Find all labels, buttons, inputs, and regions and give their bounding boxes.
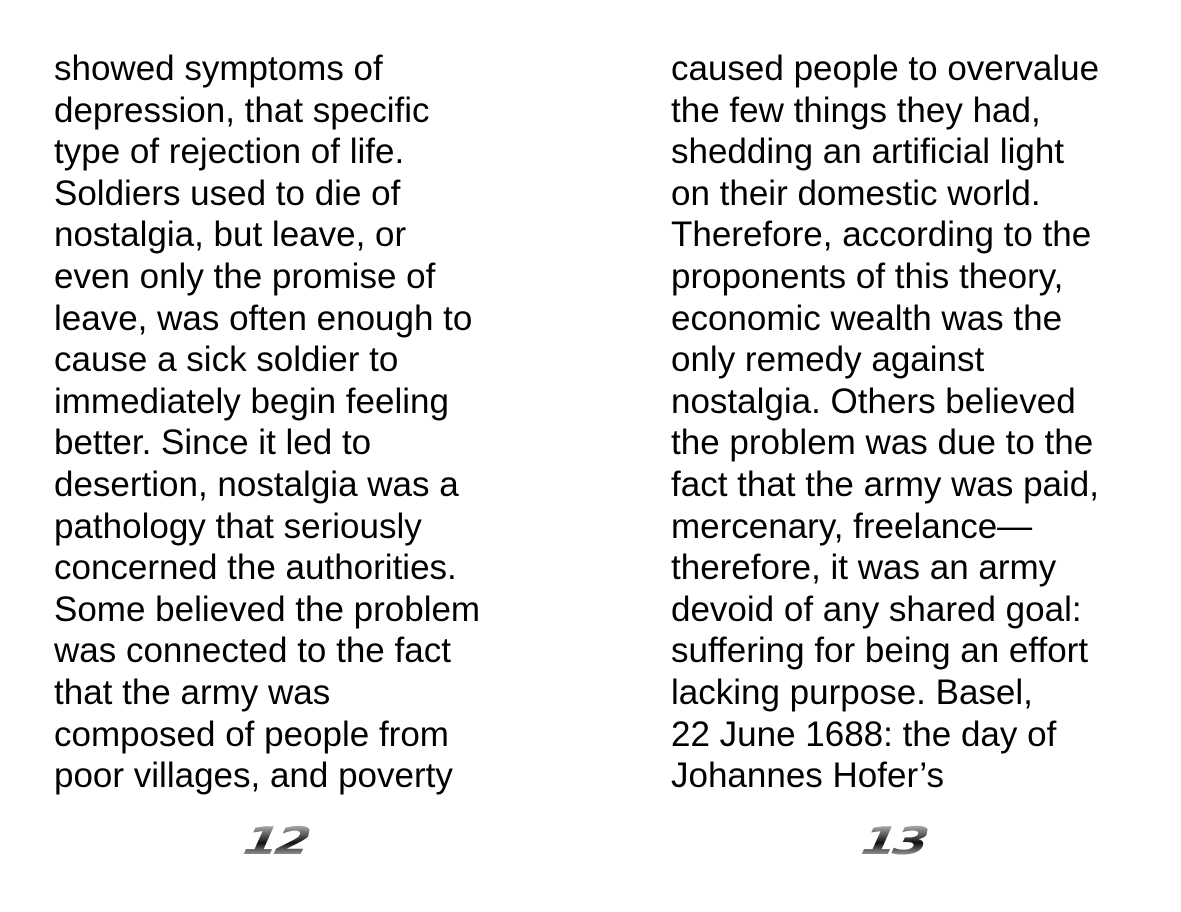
text-line: economic wealth was the [671,298,1063,338]
text-line: the few things they had, [671,90,1041,130]
text-line: that the army was [54,672,331,712]
text-line: cause a sick soldier to [54,340,399,380]
right-page-text [671,48,1099,797]
text-line: pathology that seriously [54,506,422,546]
text-line: proponents of this theory, [671,256,1064,296]
text-line: depression, that specific [54,90,430,130]
page-number-right: 13 [857,819,930,863]
text-line: lacking purpose. Basel, [671,672,1033,712]
text-line: devoid of any shared goal: [671,589,1082,629]
right-page [600,0,1160,912]
text-line: fact that the army was paid, [671,464,1099,504]
text-line: was connected to the fact [54,631,451,671]
text-line: type of rejection of life. [54,132,405,172]
text-line: better. Since it led to [54,423,372,463]
text-line: leave, was often enough to [54,298,473,338]
text-line: even only the promise of [54,256,436,296]
text-line: the problem was due to the [671,423,1094,463]
text-line: only remedy against [671,340,985,380]
text-line: nostalgia. Others believed [671,381,1076,421]
text-line: Some believed the problem [54,589,481,629]
text-line: desertion, nostalgia was a [54,464,459,504]
text-line: Soldiers used to die of [54,173,401,213]
text-line: composed of people from [54,714,449,754]
text-line: 22 June 1688: the day of [671,714,1057,754]
text-line: concerned the authorities. [54,548,457,588]
text-line: on their domestic world. [671,173,1041,213]
left-page-text [54,48,480,797]
text-line: mercenary, freelance— [671,506,1033,546]
text-line: therefore, it was an army [671,548,1057,588]
text-line: Therefore, according to the [671,215,1092,255]
text-line: showed symptoms of [54,49,383,88]
text-line: suffering for being an effort [671,631,1089,671]
page-number-left: 12 [239,819,312,863]
text-line: shedding an artificial light [671,132,1065,172]
text-line: nostalgia, but leave, or [54,215,407,255]
text-line: caused people to overvalue [671,49,1100,88]
text-line: Johannes Hofer’s [671,756,945,796]
text-line: poor villages, and poverty [54,756,453,796]
text-line: immediately begin feeling [54,381,449,421]
left-page [0,0,560,912]
